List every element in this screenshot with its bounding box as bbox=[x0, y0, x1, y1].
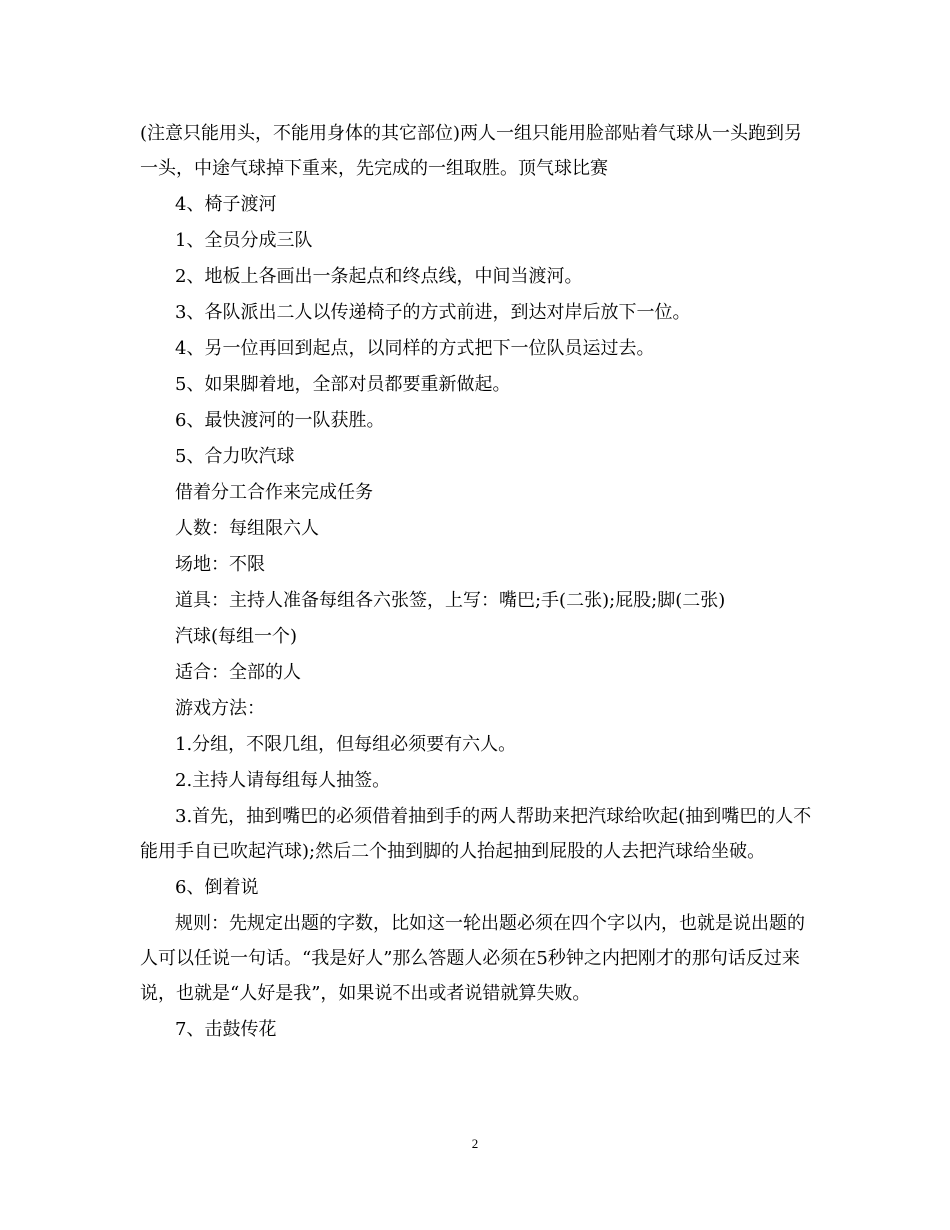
heading-say-backwards: 6、倒着说 bbox=[175, 877, 259, 898]
paragraph: 规则：先规定出题的字数，比如这一轮出题必须在四个字以内，也就是说出题的人可以任说一句话。“我是好人”那么答题人必须在5秒钟之内把刚才的那句话反过来说，也就是“人好是我”，如果说不出或者说错就算失败。 bbox=[140, 913, 805, 1004]
paragraph: 汽球(每组一个) bbox=[175, 626, 298, 647]
list-item: 2.主持人请每组每人抽签。 bbox=[175, 770, 391, 791]
list-item: 3.首先，抽到嘴巴的必须借着抽到手的两人帮助来把汽球给吹起(抽到嘴巴的人不能用手自已吹起汽球);然后二个抽到脚的人抬起抽到屁股的人去把汽球给坐破。 bbox=[140, 806, 812, 862]
paragraph: 适合：全部的人 bbox=[175, 662, 301, 683]
page-number: 2 bbox=[471, 1136, 479, 1151]
heading-chair-river: 4、椅子渡河 bbox=[175, 194, 277, 215]
list-item: 1、全员分成三队 bbox=[175, 230, 313, 251]
list-item: 1.分组，不限几组，但每组必须要有六人。 bbox=[175, 734, 517, 755]
heading-blow-balloon: 5、合力吹汽球 bbox=[175, 446, 295, 467]
list-item: 2、地板上各画出一条起点和终点线，中间当渡河。 bbox=[175, 266, 583, 287]
paragraph: 游戏方法： bbox=[175, 698, 265, 719]
paragraph: (注意只能用头，不能用身体的其它部位)两人一组只能用脸部贴着气球从一头跑到另一头，中途气球掉下重来，先完成的一组取胜。顶气球比赛 bbox=[140, 123, 803, 179]
paragraph: 场地：不限 bbox=[175, 554, 265, 575]
list-item: 4、另一位再回到起点，以同样的方式把下一位队员运过去。 bbox=[175, 338, 655, 359]
body-text bbox=[140, 116, 812, 1048]
list-item: 5、如果脚着地，全部对员都要重新做起。 bbox=[175, 374, 511, 395]
list-item: 6、最快渡河的一队获胜。 bbox=[175, 410, 385, 431]
paragraph: 道具：主持人准备每组各六张签，上写：嘴巴;手(二张);屁股;脚(二张) bbox=[175, 590, 726, 611]
list-item: 3、各队派出二人以传递椅子的方式前进，到达对岸后放下一位。 bbox=[175, 302, 691, 323]
paragraph: 借着分工合作来完成任务 bbox=[175, 482, 373, 503]
heading-pass-flower: 7、击鼓传花 bbox=[175, 1019, 277, 1040]
paragraph: 人数：每组限六人 bbox=[175, 518, 319, 539]
